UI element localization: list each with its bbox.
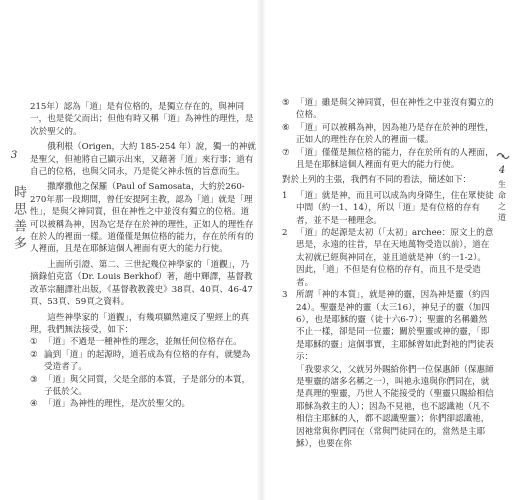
right-running-title: 生命之道 <box>497 180 507 224</box>
left-page-number: 3 <box>10 150 18 161</box>
paragraph: 215年）認為「道」是有位格的，是獨立存在的，與神同一，也是從父而出；但他有時又稱「道」為神性的理性，是次於聖父的。 <box>30 102 254 137</box>
list-number: 3 <box>282 290 288 301</box>
list-item <box>30 398 256 410</box>
right-text-column <box>282 97 494 450</box>
list-item <box>282 147 494 172</box>
list-item-text: 「道」為神性的理性，是次於聖父的。 <box>44 399 191 410</box>
list-number: ② <box>30 349 38 360</box>
list-number: ⑦ <box>282 147 290 158</box>
quote-paragraph <box>282 364 494 451</box>
list-item-text: 「道」不過是一種神性的理念，並無任何位格存在。 <box>44 337 242 348</box>
list-number: ③ <box>30 374 38 385</box>
list-item-text: 「道」僅僅是無位格的能力，存在於所有的人裡面，且是在耶穌這個人裡面有更大的能力行使。 <box>296 147 494 171</box>
paragraph: 撒摩撒他之保羅（Paul of Samosata，大約於260-270年那一段期間，曾任安提阿主教，認為「道」就是「理性」，是與父神同質，但在神性之中並沒有獨立的位格。道可以被稱為神，因為它是存在於神的理性，正如人的理性存在於人的裡面一樣。道僅僅是無位格的能力，存在於所有的人裡面，且是在耶穌這個人裡面有更大的能力行使。 <box>30 182 254 255</box>
list-item-text: 「道」雖是與父神同質，但在神性之中並沒有獨立的位格。 <box>296 98 494 121</box>
paragraph: 對於上列的主張，我們有不同的看法，簡述如下： <box>282 175 472 186</box>
page-ornament-icon <box>496 150 510 162</box>
left-text-column <box>30 101 256 411</box>
list-item-text: 所謂「神的本質」，就是神的靈，因為神是靈（約四24）。聖靈是神的靈（太三16），神兒子的靈（加四6），也是耶穌的靈（徒十六6-7）；聖靈的名稱雖然不止一樣，卻是同一位靈；關於聖靈或神的靈，「即是耶穌的靈」這個事實，主耶穌曾如此對祂的門徒表示： <box>296 290 494 363</box>
list-item <box>282 289 494 363</box>
right-page-number: 4 <box>498 165 506 176</box>
list-item <box>30 349 256 374</box>
list-item <box>30 374 256 399</box>
list-number: ⑤ <box>282 98 290 108</box>
list-item <box>282 122 494 147</box>
left-calligraphy-title: 時思善多 <box>11 185 26 253</box>
paragraph: 俄利根（Origen，大約 185-254 年）說，獨一的神就是聖父，但祂將自己顯示出來，又藉著「道」來行事；道有自己的位格，也與父同永，乃是從父神永恆的旨意而生。 <box>30 142 256 178</box>
paragraph: 這些神學家的「道觀」，有幾項顯然違反了聖經上的真理，我們無法接受，如下： <box>30 312 250 335</box>
quote-text: 「我要求父，父就另外賜給你們一位保惠師（保惠師是聖靈的諸多名稱之一），叫祂永遠與你們同在，就是真理的聖靈，乃世人不能接受的（聖靈只賜給相信耶穌為救主的人）；因為不見祂，也不認識祂（凡不相信主耶穌的人，都不認識聖靈）；你們卻認識祂，因祂常與你們同在（常與門徒同在的，當然是主耶穌），也要在你 <box>296 364 494 449</box>
list-number: ① <box>30 337 38 348</box>
list-item <box>282 97 494 122</box>
book-gutter <box>256 0 266 500</box>
list-item <box>30 336 256 348</box>
list-item-text: 「道」就是神，而且可以成為肉身降生，住在眾使徒中間（約一1、14），所以「道」是有位格的存有者，並不是一種理念。 <box>296 190 494 226</box>
list-item-text: 「道」可以被稱為神，因為祂乃是存在於神的理性，正如人的理性存在於人的裡面一樣。 <box>296 122 494 146</box>
list-item-text: 「道」與父同質，父是全部的本質，子是部分的本質，子低於父。 <box>44 374 251 397</box>
left-margin-header <box>4 150 24 165</box>
list-item-text: 「道」的起源是太初（「太初」archee：原文上的意思是，永遠的往昔，早在天地萬物受造以前），道在太初就已經與神同在，並且道就是神（約一1-2）。因此，「道」不但是有位格的存有，而且不是受造者。 <box>296 228 494 288</box>
list-number: 1 <box>282 190 288 201</box>
list-item <box>282 190 494 227</box>
list-item <box>282 227 494 289</box>
right-margin-header <box>490 165 514 224</box>
list-number: ⑥ <box>282 122 290 133</box>
list-item-text: 論到「道」的起源時，道若成為有位格的存有，就變為受造者了。 <box>44 349 251 373</box>
paragraph: 上面所引證、第二、三世紀幾位神學家的「道觀」，乃摘錄伯克富（Dr. Louis Berkhof）著，趙中輝譯，基督教改革宗翻譯社出版，《基督教教義史》38頁、40頁、46-47頁、53頁、59頁之資料。 <box>30 259 253 308</box>
list-number: 2 <box>282 228 288 239</box>
list-number: ④ <box>30 399 38 410</box>
